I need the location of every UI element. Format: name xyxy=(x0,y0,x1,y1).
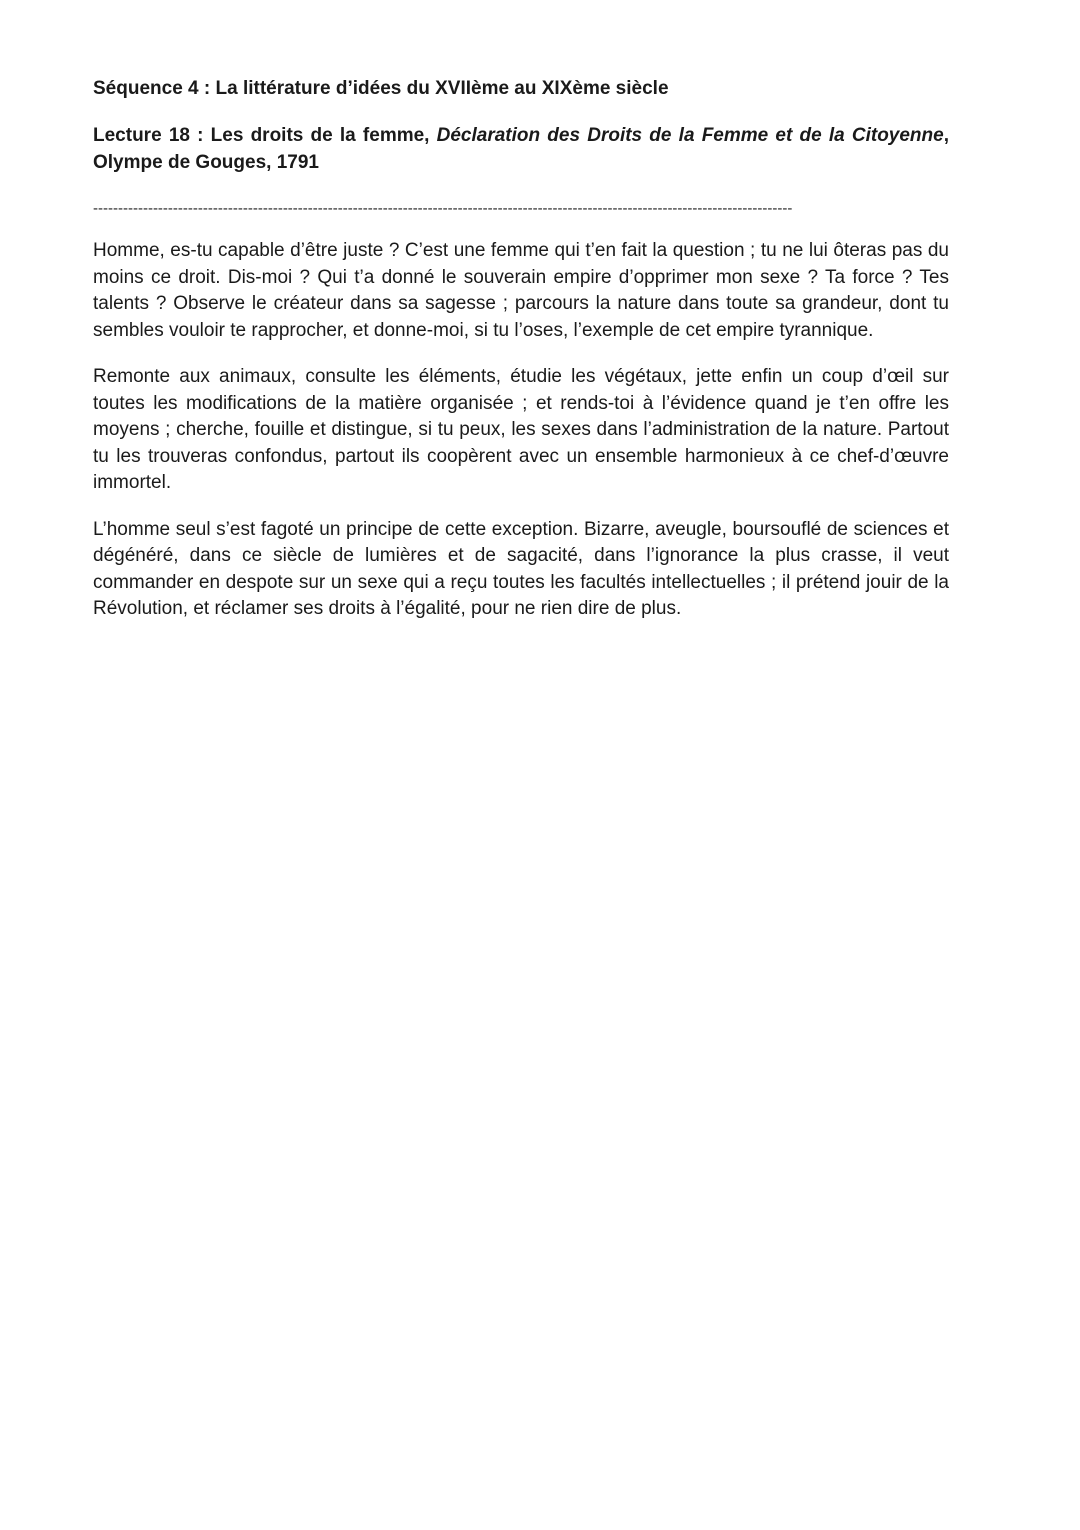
lecture-work-title: Déclaration des Droits de la Femme et de la Citoyenne xyxy=(436,125,944,146)
paragraph: Remonte aux animaux, consulte les éléments, étudie les végétaux, jette enfin un coup d’œil sur toutes les modifications de la matière organisée ; et rends-toi à l’évidence quand je t’en offre les moyens ; cherche, fouille et distingue, si tu peux, les sexes dans l’administration de la nature. Partout tu les trouveras confondus, partout ils coopèrent avec un ensemble harmonieux à ce chef-d’œuvre immortel. xyxy=(93,366,949,493)
document-page xyxy=(93,76,949,643)
lecture-prefix: Lecture 18 : Les droits de la femme, xyxy=(93,125,437,146)
lecture-heading xyxy=(93,122,949,176)
sequence-heading: Séquence 4 : La littérature d’idées du XVIIème au XIXème siècle xyxy=(93,78,669,99)
paragraph: L’homme seul s’est fagoté un principe de cette exception. Bizarre, aveugle, boursouflé de sciences et dégénéré, dans ce siècle de lumières et de sagacité, dans l’ignorance la plus crasse, il veut commander en despote sur un sexe qui a reçu toutes les facultés intellectuelles ; il prétend jouir de la Révolution, et réclamer ses droits à l’égalité, pour ne rien dire de plus. xyxy=(93,518,949,619)
excerpt-text xyxy=(93,238,949,623)
dashed-divider: -------------------------------------------------------------------------------------------------------------------------------------------- xyxy=(93,200,793,217)
paragraph: Homme, es-tu capable d’être juste ? C’est une femme qui t’en fait la question ; tu ne lui ôteras pas du moins ce droit. Dis-moi ? Qui t’a donné le souverain empire d’opprimer mon sexe ? Ta force ? Tes talents ? Observe le créateur dans sa sagesse ; parcours la nature dans toute sa grandeur, dont tu sembles vouloir te rapprocher, et donne-moi, si tu l’oses, l’exemple de cet empire tyrannique. xyxy=(93,240,949,341)
lecture-suffix: , Olympe de Gouges, 1791 xyxy=(93,125,949,173)
